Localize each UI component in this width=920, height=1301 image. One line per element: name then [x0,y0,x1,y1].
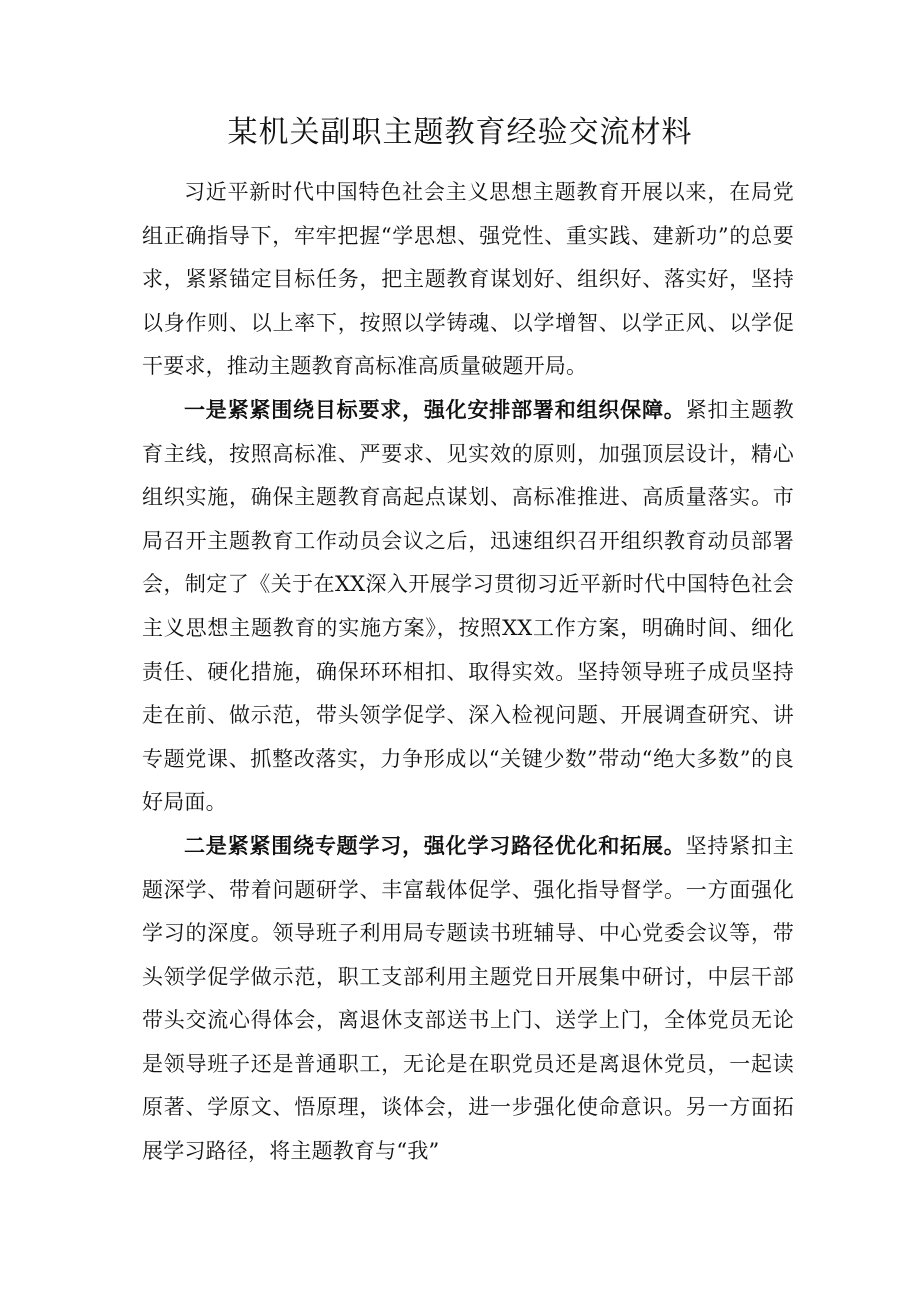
document-body [142,171,794,1174]
paragraph-intro [142,171,794,389]
paragraph-lead: 二是紧紧围绕专题学习，强化学习路径优化和拓展。 [184,833,686,858]
paragraph-text: 坚持紧扣主题深学、带着问题研学、丰富载体促学、强化指导督学。一方面强化学习的深度。领导班子利用局专题读书班辅导、中心党委会议等，带头领学促学做示范，职工支部利用主题党日开展集中研讨，中层干部带头交流心得体会，离退休支部送书上门、送学上门，全体党员无论是领导班子还是普通职工，无论是在职党员还是离退休党员，一起读原著、学原文、悟原理，谈体会，进一步强化使命意识。另一方面拓展学习路径，将主题教育与“我” [142,833,794,1164]
paragraph-text: 习近平新时代中国特色社会主义思想主题教育开展以来，在局党组正确指导下，牢牢把握“学思想、强党性、重实践、建新功”的总要求，紧紧锚定目标任务，把主题教育谋划好、组织好、落实好，坚持以身作则、以上率下，按照以学铸魂、以学增智、以学正风、以学促干要求，推动主题教育高标准高质量破题开局。 [142,180,794,379]
paragraph-point-two [142,825,794,1174]
paragraph-point-one [142,389,794,825]
paragraph-lead: 一是紧紧围绕目标要求，强化安排部署和组织保障。 [184,397,686,422]
paragraph-text: 紧扣主题教育主线，按照高标准、严要求、见实效的原则，加强顶层设计，精心组织实施，确保主题教育高起点谋划、高标准推进、高质量落实。市局召开主题教育工作动员会议之后，迅速组织召开组织教育动员部署会，制定了《关于在XX深入开展学习贯彻习近平新时代中国特色社会主义思想主题教育的实施方案》，按照XX工作方案，明确时间、细化责任、硬化措施，确保环环相扣、取得实效。坚持领导班子成员坚持走在前、做示范，带头领学促学、深入检视问题、开展调查研究、讲专题党课、抓整改落实，力争形成以“关键少数”带动“绝大多数”的良好局面。 [142,397,794,815]
document-title: 某机关副职主题教育经验交流材料 [227,115,693,150]
